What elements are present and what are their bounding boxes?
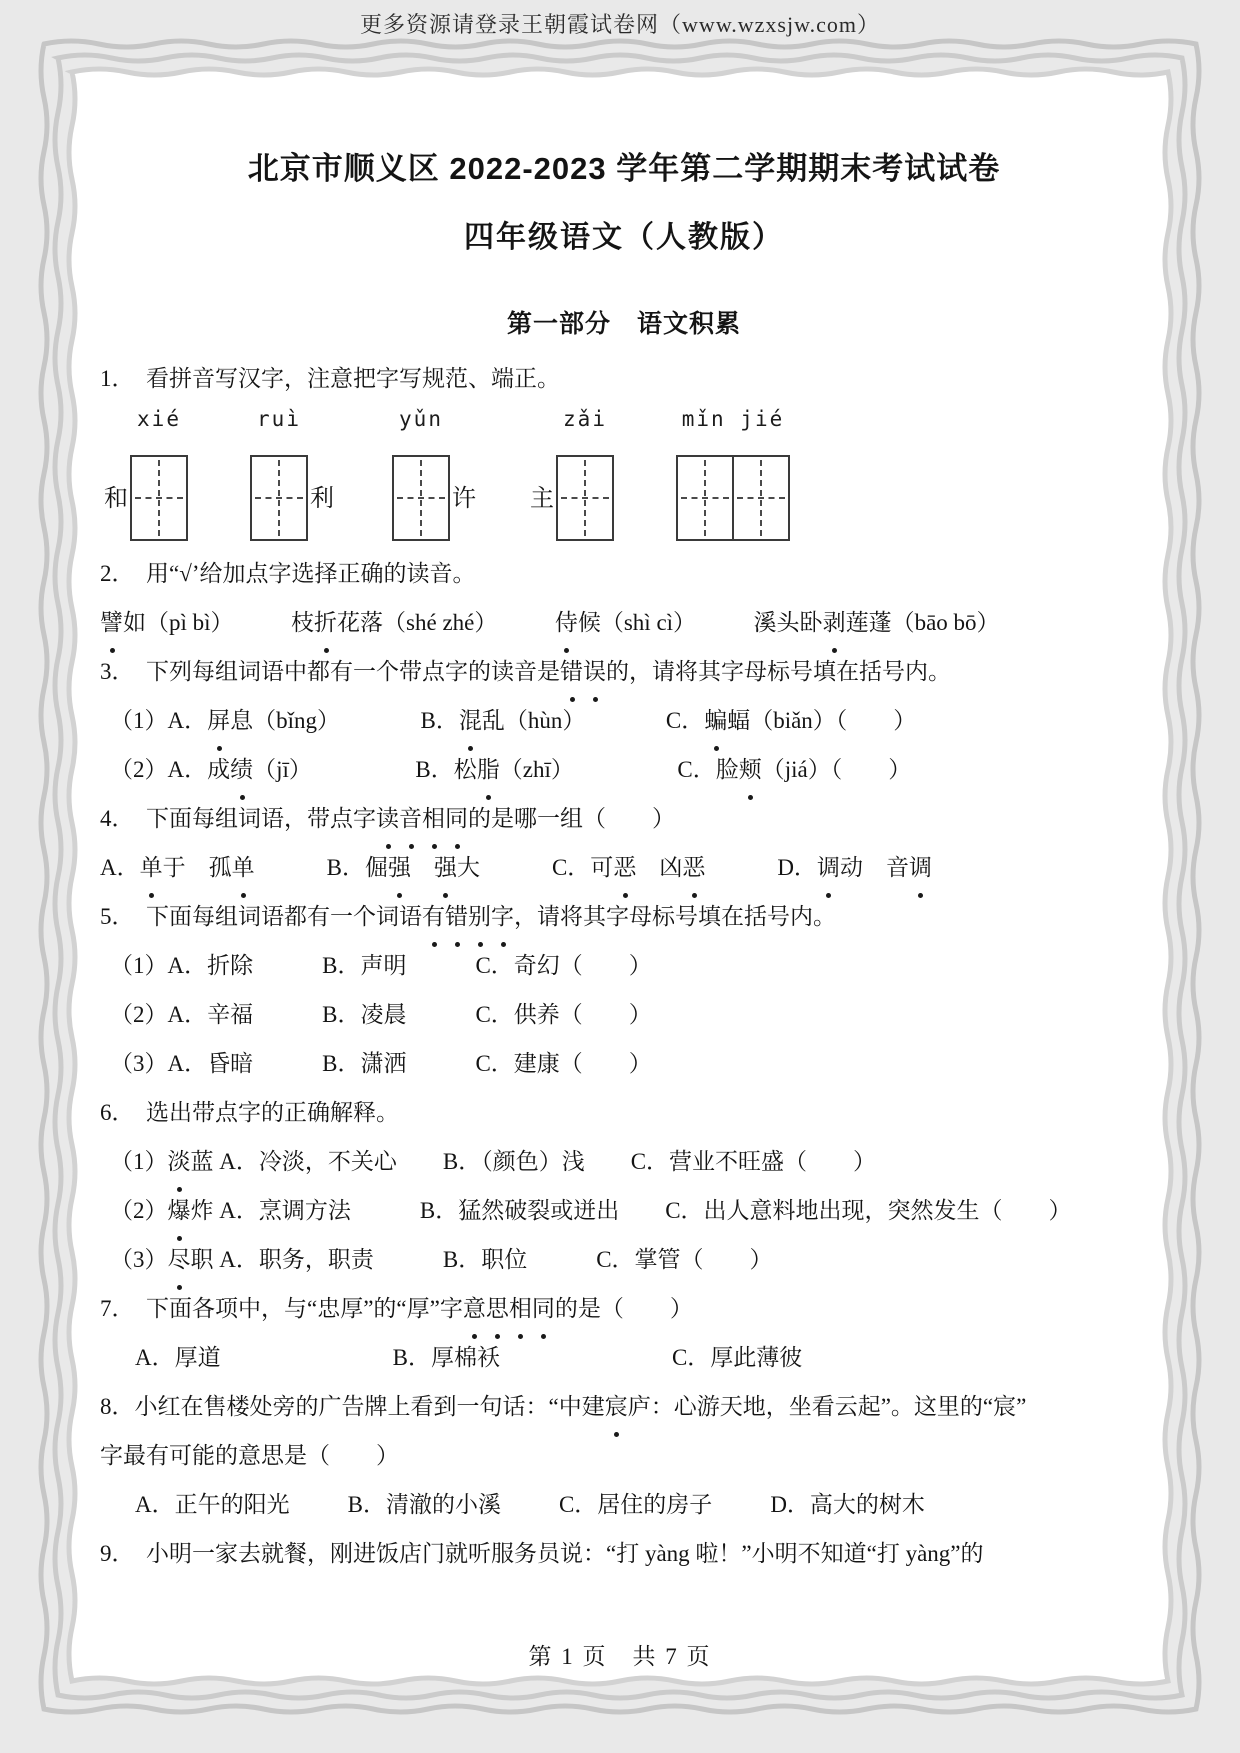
pinyin-label: yǔn	[399, 407, 443, 431]
given-char: 和	[104, 486, 128, 512]
option-d: D．调动 音调	[777, 843, 932, 892]
question-7-stem: 7． 下面各项中，与“忠厚”的“厚”字意思相同的是（ ）	[100, 1284, 1148, 1333]
exam-page	[100, 115, 1148, 1578]
exam-subtitle: 四年级语文（人教版）	[464, 221, 784, 254]
option-a: A．正午的阳光	[135, 1492, 290, 1517]
writing-group-1	[102, 407, 194, 541]
question-8-options	[100, 1480, 1148, 1529]
question-5-item-3: （3）A．昏暗 B．潇洒 C．建康（ ）	[110, 1051, 652, 1076]
question-3-item-1: （1）A．屏息（bǐng） B．混乱（hùn） C．蝙蝠（biǎn）（ ）	[100, 696, 1148, 745]
header-site-note: 更多资源请登录王朝霞试卷网（www.wzxsjw.com）	[360, 12, 880, 37]
question-5-stem: 5． 下面每组词语都有一个词语有错别字，请将其字母标号填在括号内。	[100, 892, 1148, 941]
writing-group-5	[670, 407, 796, 541]
question-2-stem: 2． 用“√’给加点字选择正确的读音。	[100, 561, 476, 586]
writing-box	[130, 455, 188, 541]
question-5-item-2: （2）A．辛福 B．凌晨 C．供养（ ）	[110, 1002, 652, 1027]
pinyin-label: mǐn jié	[681, 407, 785, 431]
option-c: C．厚此薄彼	[671, 1345, 803, 1370]
pinyin-writing-grid	[102, 407, 1148, 541]
given-char: 许	[452, 486, 476, 512]
pinyin-label: zǎi	[563, 407, 607, 431]
writing-box	[732, 455, 790, 541]
writing-box	[392, 455, 450, 541]
question-6-stem: 6． 选出带点字的正确解释。	[100, 1100, 399, 1125]
option-a: A．单于 孤单	[100, 843, 255, 892]
question-6-item-1: （1）淡蓝 A．冷淡，不关心 B．（颜色）浅 C．营业不旺盛（ ）	[100, 1137, 1148, 1186]
option-b: B．厚棉袄	[392, 1345, 500, 1370]
question-2-examples: 譬如（pì bì） 枝折花落（shé zhé） 侍候（shì cì） 溪头卧剥莲蓬（bāo bō）	[100, 598, 1148, 647]
question-3-stem: 3． 下列每组词语中都有一个带点字的读音是错误的，请将其字母标号填在括号内。	[100, 647, 1148, 696]
writing-group-3	[386, 407, 478, 541]
pinyin-label: xié	[137, 407, 181, 431]
question-6-item-2: （2）爆炸 A．烹调方法 B．猛然破裂或迸出 C．出人意料地出现，突然发生（ ）	[100, 1186, 1148, 1235]
writing-box	[250, 455, 308, 541]
question-5-item-1: （1）A．折除 B．声明 C．奇幻（ ）	[110, 953, 652, 978]
question-9-line: 9． 小明一家去就餐，刚进饭店门就听服务员说：“打 yàng 啦！”小明不知道“打 yàng”的	[100, 1541, 984, 1566]
writing-group-2	[244, 407, 336, 541]
question-4-stem: 4． 下面每组词语，带点字读音相同的是哪一组（ ）	[100, 794, 1148, 843]
question-8-line-1: 8．小红在售楼处旁的广告牌上看到一句话：“中建宸庐：心游天地，坐看云起”。这里的“宸”	[100, 1382, 1148, 1431]
question-6-item-3: （3）尽职 A．职务，职责 B．职位 C．掌管（ ）	[100, 1235, 1148, 1284]
option-b: B．清澈的小溪	[347, 1492, 501, 1517]
page-number: 第 1 页 共 7 页	[528, 1644, 712, 1669]
question-7-options	[100, 1333, 1148, 1382]
option-b: B．倔强 强大	[327, 843, 480, 892]
question-8-line-2: 字最有可能的意思是（ ）	[100, 1443, 399, 1468]
option-d: D．高大的树木	[770, 1492, 925, 1517]
writing-box	[556, 455, 614, 541]
question-3-item-2: （2）A．成绩（jī） B．松脂（zhī） C．脸颊（jiá）（ ）	[100, 745, 1148, 794]
option-c: C．可恶 凶恶	[552, 843, 705, 892]
option-c: C．居住的房子	[558, 1492, 713, 1517]
exam-title: 北京市顺义区 2022-2023 学年第二学期期末考试试卷	[247, 151, 1001, 186]
given-char: 主	[530, 486, 554, 512]
writing-group-4	[528, 407, 620, 541]
question-4-options	[100, 843, 1148, 892]
pinyin-label: ruì	[257, 407, 301, 431]
option-a: A．厚道	[135, 1345, 221, 1370]
question-1-stem: 1． 看拼音写汉字，注意把字写规范、端正。	[100, 366, 560, 391]
section-heading: 第一部分 语文积累	[506, 310, 741, 338]
writing-box	[676, 455, 734, 541]
given-char: 利	[310, 486, 334, 512]
